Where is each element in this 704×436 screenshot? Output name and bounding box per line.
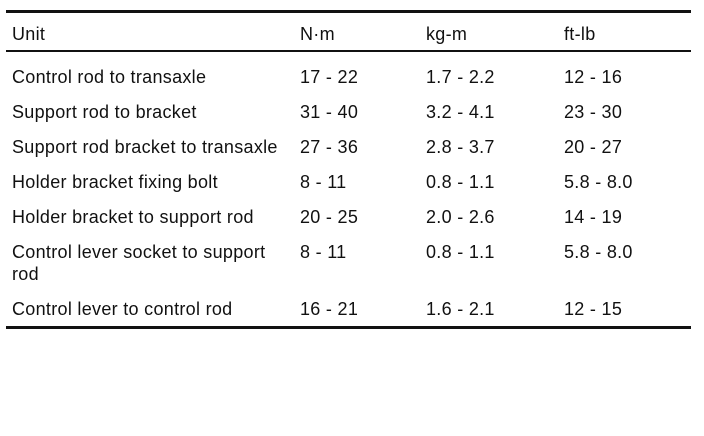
- table-header-row: [6, 13, 691, 50]
- cell-ftlb: 5.8 - 8.0: [564, 242, 633, 262]
- table-row: [6, 298, 691, 320]
- cell-ftlb: 12 - 16: [564, 67, 623, 87]
- table-bottom-rule: [6, 326, 691, 329]
- cell-ftlb: 23 - 30: [564, 102, 623, 122]
- cell-kgm: 0.8 - 1.1: [426, 172, 495, 192]
- cell-unit: Holder bracket to support rod: [12, 207, 254, 227]
- cell-unit: Control rod to transaxle: [12, 67, 207, 87]
- header-unit: Unit: [12, 24, 46, 44]
- cell-kgm: 0.8 - 1.1: [426, 242, 495, 262]
- cell-nm: 8 - 11: [300, 242, 347, 262]
- cell-kgm: 1.7 - 2.2: [426, 67, 495, 87]
- cell-kgm: 2.8 - 3.7: [426, 137, 495, 157]
- table-body: [6, 52, 691, 326]
- cell-nm: 16 - 21: [300, 299, 359, 319]
- cell-unit: Control lever socket to support rod: [12, 242, 266, 284]
- cell-kgm: 2.0 - 2.6: [426, 207, 495, 227]
- cell-unit: Control lever to control rod: [12, 299, 233, 319]
- header-nm: N·m: [300, 24, 335, 44]
- header-ftlb: ft-lb: [564, 24, 596, 44]
- table-row: [6, 136, 691, 158]
- cell-ftlb: 5.8 - 8.0: [564, 172, 633, 192]
- cell-kgm: 3.2 - 4.1: [426, 102, 495, 122]
- torque-spec-table: [6, 10, 691, 329]
- table-row: [6, 241, 691, 285]
- cell-kgm: 1.6 - 2.1: [426, 299, 495, 319]
- table-row: [6, 101, 691, 123]
- header-kgm: kg-m: [426, 24, 468, 44]
- cell-nm: 27 - 36: [300, 137, 359, 157]
- cell-ftlb: 14 - 19: [564, 207, 623, 227]
- cell-unit: Holder bracket fixing bolt: [12, 172, 218, 192]
- cell-ftlb: 20 - 27: [564, 137, 623, 157]
- cell-nm: 8 - 11: [300, 172, 347, 192]
- cell-nm: 31 - 40: [300, 102, 359, 122]
- table-row: [6, 206, 691, 228]
- cell-nm: 17 - 22: [300, 67, 359, 87]
- table-row: [6, 66, 691, 88]
- table-row: [6, 171, 691, 193]
- cell-nm: 20 - 25: [300, 207, 359, 227]
- cell-ftlb: 12 - 15: [564, 299, 623, 319]
- cell-unit: Support rod to bracket: [12, 102, 197, 122]
- cell-unit: Support rod bracket to transaxle: [12, 137, 278, 157]
